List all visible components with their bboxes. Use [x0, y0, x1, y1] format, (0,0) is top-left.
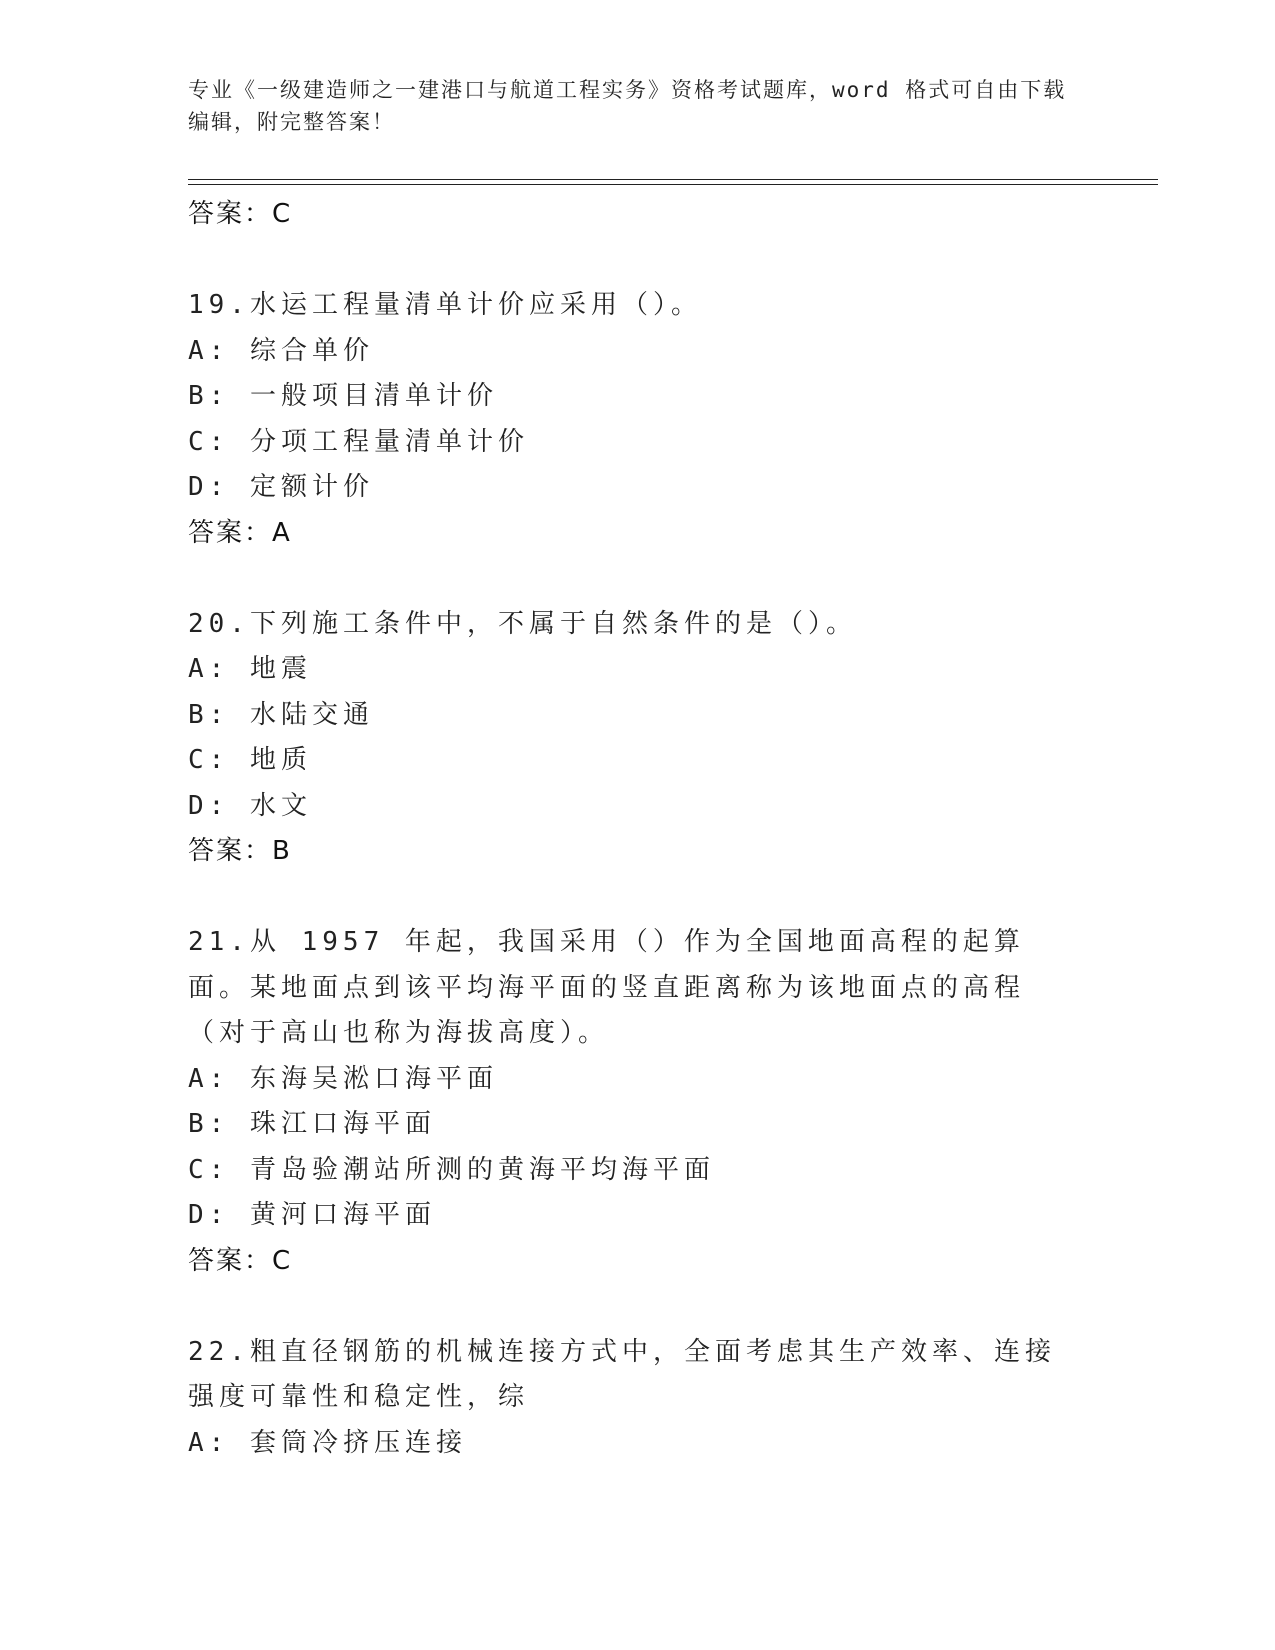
answer-line: 答案：B: [188, 836, 292, 866]
header-divider-bottom: [188, 184, 1158, 185]
question-stem: 19.水运工程量清单计价应采用（）。: [188, 290, 702, 320]
question-20: [188, 602, 1088, 875]
question-stem: 22.粗直径钢筋的机械连接方式中，全面考虑其生产效率、连接强度可靠性和稳定性，综: [188, 1336, 1056, 1412]
option-d: D: 定额计价: [188, 472, 374, 502]
option-c: C: 地质: [188, 745, 312, 775]
option-d: D: 水文: [188, 790, 312, 821]
option-c: C: 青岛验潮站所测的黄海平均海平面: [188, 1154, 715, 1185]
spacer: [188, 238, 1088, 284]
header-divider-top: [188, 179, 1158, 180]
question-22: [188, 1330, 1088, 1467]
spacer: [188, 556, 1088, 602]
answer-line: 答案：C: [188, 1245, 293, 1276]
answer-line: 答案：C: [188, 199, 293, 229]
question-stem: 20.下列施工条件中，不属于自然条件的是（）。: [188, 608, 857, 639]
option-d: D: 黄河口海平面: [188, 1200, 436, 1230]
spacer: [188, 875, 1088, 921]
option-a: A: 地震: [188, 654, 312, 684]
option-a: A: 综合单价: [188, 335, 374, 366]
question-21: [188, 920, 1088, 1284]
answer-line: 答案：A: [188, 517, 292, 548]
question-list: [188, 192, 1088, 1466]
option-b: B: 水陆交通: [188, 699, 374, 730]
option-a: A: 东海吴淞口海平面: [188, 1063, 498, 1094]
option-b: B: 一般项目清单计价: [188, 381, 498, 411]
option-a: A: 套筒冷挤压连接: [188, 1427, 467, 1458]
option-c: C: 分项工程量清单计价: [188, 426, 529, 457]
document-header: 专业《一级建造师之一建港口与航道工程实务》资格考试题库，word 格式可自由下载编辑，附完整答案！: [188, 78, 1067, 134]
option-b: B: 珠江口海平面: [188, 1109, 436, 1139]
spacer: [188, 1284, 1088, 1330]
question-stem: 21.从 1957 年起，我国采用（）作为全国地面高程的起算面。某地面点到该平均海平面的竖直距离称为该地面点的高程（对于高山也称为海拔高度）。: [188, 927, 1026, 1048]
question-19: [188, 283, 1088, 556]
